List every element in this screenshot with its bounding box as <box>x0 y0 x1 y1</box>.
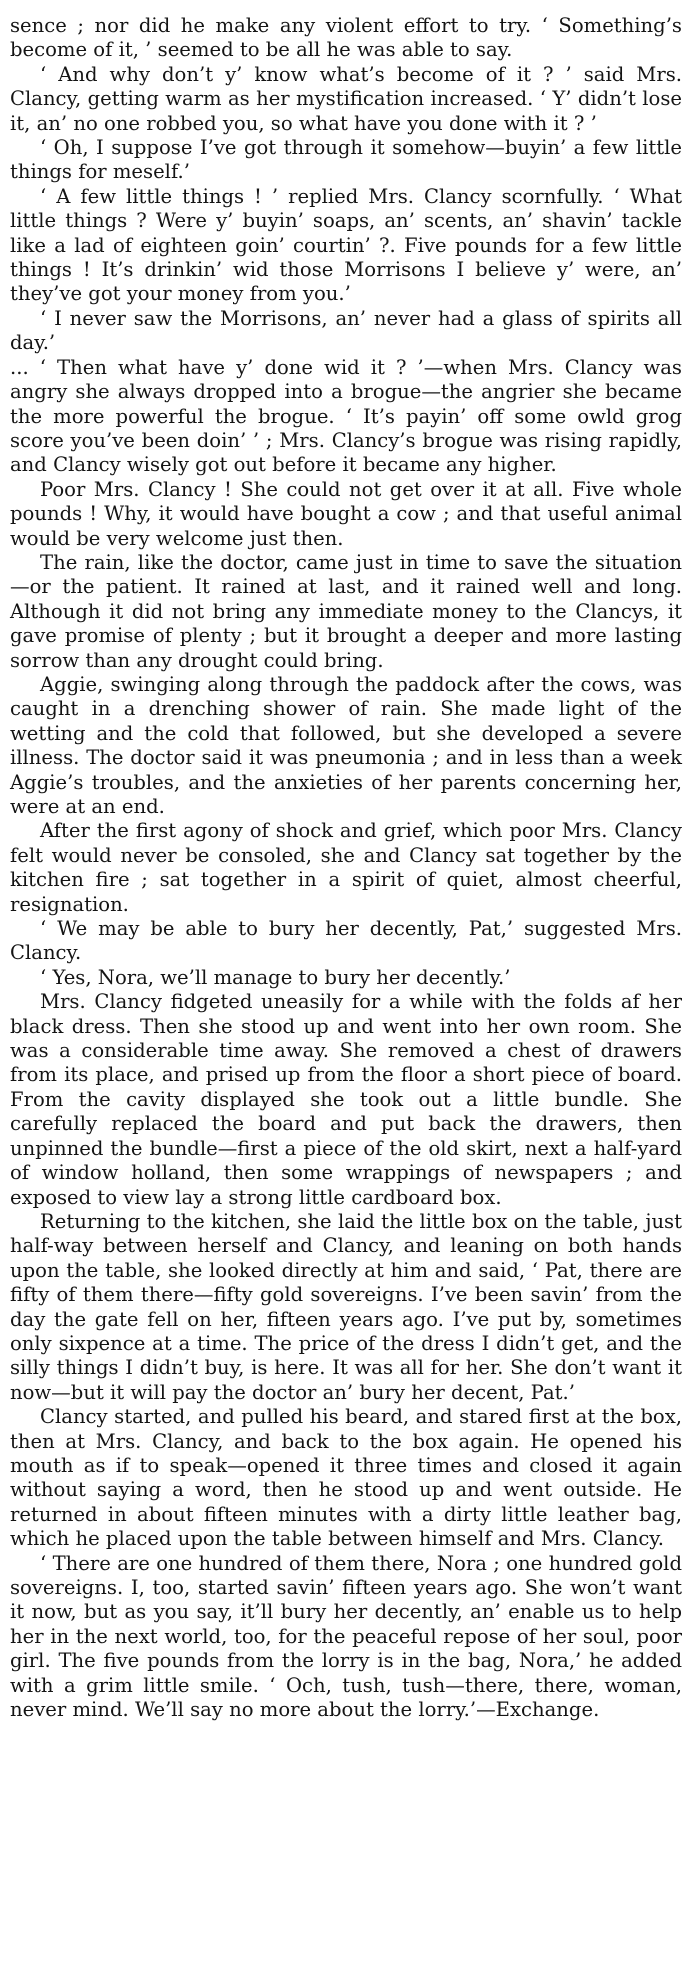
paragraph-1: sence ; nor did he make any violent effort to try. ‘ Something’s become of it, ’ seemed to be all he was able to say. <box>10 14 682 62</box>
paragraph-4: ‘ A few little things ! ’ replied Mrs. Clancy scornfully. ‘ What little things ? Were y’ buyin’ soaps, an’ scents, an’ shavin’ tackle like a lad of eighteen goin’ courtin’ ?. Five pounds for a few little things ! It’s drinkin’ wid those Morrisons I believe y’ were, an’ they’ve got your money from you.’ <box>10 184 682 306</box>
paragraph-14: Returning to the kitchen, she laid the little box on the table, just half-way between herself and Clancy, and leaning on both hands upon the table, she looked directly at him and said, ‘ Pat, there are fifty of them there—fifty gold sovereigns. I’ve been savin’ from the day the gate fell on her, fifteen years ago. I’ve put by, sometimes only sixpence at a time. The price of the dress I didn’t get, and the silly things I didn’t buy, is here. It was all for her. She don’t want it now—but it will pay the doctor an’ bury her decent, Pat.’ <box>10 1209 682 1404</box>
paragraph-8: The rain, like the doctor, came just in time to save the situation—or the patient. It rained at last, and it rained well and long. Although it did not bring any immediate money to the Clancys, it gave promise of plenty ; but it brought a deeper and more lasting sorrow than any drought could bring. <box>10 550 682 672</box>
paragraph-15: Clancy started, and pulled his beard, and stared first at the box, then at Mrs. Clancy, and back to the box again. He opened his mouth as if to speak—opened it three times and closed it again without saying a word, then he stood up and went outside. He returned in about fifteen minutes with a dirty little leather bag, which he placed upon the table between himself and Mrs. Clancy. <box>10 1405 682 1551</box>
paragraph-12: ‘ Yes, Nora, we’ll manage to bury her decently.’ <box>40 965 511 989</box>
paragraph-10: After the first agony of shock and grief, which poor Mrs. Clancy felt would never be consoled, she and Clancy sat together by the kitchen fire ; sat together in a spirit of quiet, almost cheerful, resignation. <box>10 819 682 916</box>
paragraph-11: ‘ We may be able to bury her decently, Pat,’ suggested Mrs. Clancy. <box>10 917 682 965</box>
paragraph-5: ‘ I never saw the Morrisons, an’ never had a glass of spirits all day.’ <box>10 306 682 355</box>
paragraph-2: ‘ And why don’t y’ know what’s become of it ? ’ said Mrs. Clancy, getting warm as her mystification increased. ‘ Y’ didn’t lose it, an’ no one robbed you, so what have you done with it ? ’ <box>10 62 682 135</box>
paragraph-16: ‘ There are one hundred of them there, Nora ; one hundred gold sovereigns. I, too, started savin’ fifteen years ago. She won’t want it now, but as you say, it’ll bury her decently, an’ enable us to help her in the next world, too, for the peaceful repose of her soul, poor girl. The five pounds from the lorry is in the bag, Nora,’ he added with a grim little smile. ‘ Och, tush, tush—there, there, woman, never mind. We’ll say no more about the lorry.’—Exchange. <box>10 1551 682 1722</box>
paragraph-7: Poor Mrs. Clancy ! She could not get over it at all. Five whole pounds ! Why, it would have bought a cow ; and that useful animal would be very welcome just then. <box>10 477 682 550</box>
paragraph-6: ... ‘ Then what have y’ done wid it ? ’—when Mrs. Clancy was angry she always dropped into a brogue—the angrier she became the more powerful the brogue. ‘ It’s payin’ off some owld grog score you’ve been doin’ ’ ; Mrs. Clancy’s brogue was rising rapidly, and Clancy wisely got out before it became any higher. <box>10 355 682 477</box>
paragraph-9: Aggie, swinging along through the paddock after the cows, was caught in a drenching shower of rain. She made light of the wetting and the cold that followed, but she developed a severe illness. The doctor said it was pneumonia ; and in less than a week Aggie’s troubles, and the anxieties of her parents concerning her, were at an end. <box>10 672 682 818</box>
paragraph-3: ‘ Oh, I suppose I’ve got through it somehow—buyin’ a few little things for meself.’ <box>10 136 682 184</box>
paragraph-13: Mrs. Clancy fidgeted uneasily for a while with the folds af her black dress. Then she stood up and went into her own room. She was a considerable time away. She removed a chest of drawers from its place, and prised up from the floor a short piece of board. From the cavity displayed she took out a little bundle. She carefully replaced the board and put back the drawers, then unpinned the bundle—first a piece of the old skirt, next a half-yard of window holland, then some wrappings of newspapers ; and exposed to view lay a strong little cardboard box. <box>10 990 682 1209</box>
